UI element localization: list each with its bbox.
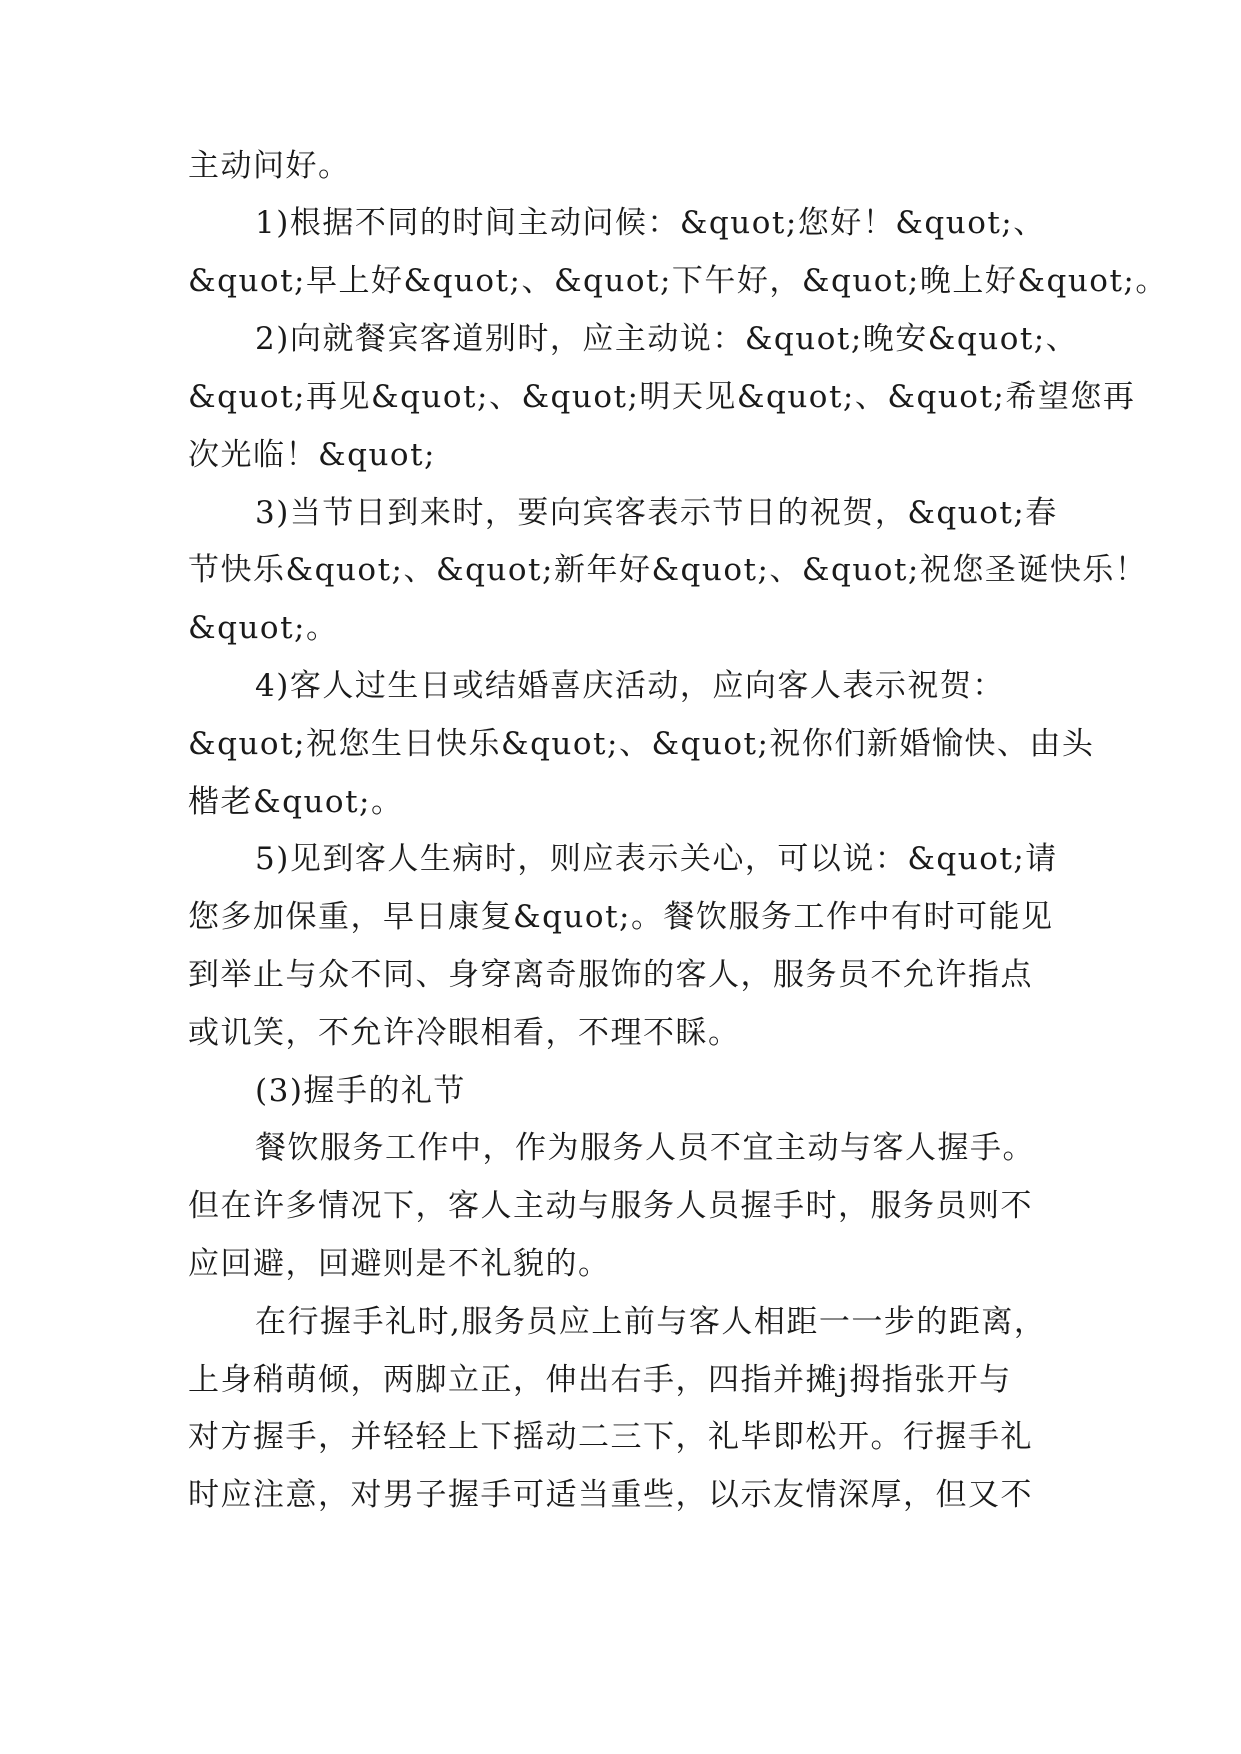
text-line: 2)向就餐宾客道别时，应主动说：&quot;晚安&quot;、	[255, 321, 1079, 357]
text-line: 5)见到客人生病时，则应表示关心，可以说：&quot;请	[255, 841, 1058, 877]
text-line: 次光临！&quot;	[188, 437, 436, 473]
text-line: 1)根据不同的时间主动问候：&quot;您好！&quot;、	[255, 205, 1046, 241]
text-line: &quot;再见&quot;、&quot;明天见&quot;、&quot;希望您再	[188, 379, 1136, 415]
text-line: 在行握手礼时,服务员应上前与客人相距一一步的距离，	[255, 1304, 1047, 1340]
text-line: 时应注意，对男子握手可适当重些，以示友情深厚，但又不	[188, 1477, 1033, 1513]
text-line: 餐饮服务工作中，作为服务人员不宜主动与客人握手。	[255, 1130, 1035, 1166]
text-line: 但在许多情况下，客人主动与服务人员握手时，服务员则不	[188, 1188, 1033, 1224]
text-line: 您多加保重，早日康复&quot;。餐饮服务工作中有时可能见	[188, 899, 1054, 935]
text-line: &quot;早上好&quot;、&quot;下午好，&quot;晚上好&quot;。	[188, 263, 1168, 299]
text-line: &quot;。	[188, 610, 339, 646]
text-line: 到举止与众不同、身穿离奇服饰的客人，服务员不允许指点	[188, 957, 1033, 993]
text-line: 4)客人过生日或结婚喜庆活动，应向客人表示祝贺：	[255, 668, 1005, 704]
text-line: 上身稍萌倾，两脚立正，伸出右手，四指并摊j拇指张开与	[188, 1362, 1012, 1398]
text-line: 节快乐&quot;、&quot;新年好&quot;、&quot;祝您圣诞快乐！	[188, 552, 1148, 588]
text-line: 或讥笑，不允许冷眼相看，不理不睬。	[188, 1015, 741, 1051]
text-line: &quot;祝您生日快乐&quot;、&quot;祝你们新婚愉快、由头	[188, 726, 1095, 762]
text-line: 主动问好。	[188, 148, 351, 184]
text-line: 对方握手，并轻轻上下摇动二三下，礼毕即松开。行握手礼	[188, 1419, 1033, 1455]
text-line: 3)当节日到来时，要向宾客表示节日的祝贺，&quot;春	[255, 495, 1058, 531]
text-line: 应回避，回避则是不礼貌的。	[188, 1246, 611, 1282]
text-line: 楷老&quot;。	[188, 784, 404, 820]
section-heading: (3)握手的礼节	[255, 1073, 466, 1109]
